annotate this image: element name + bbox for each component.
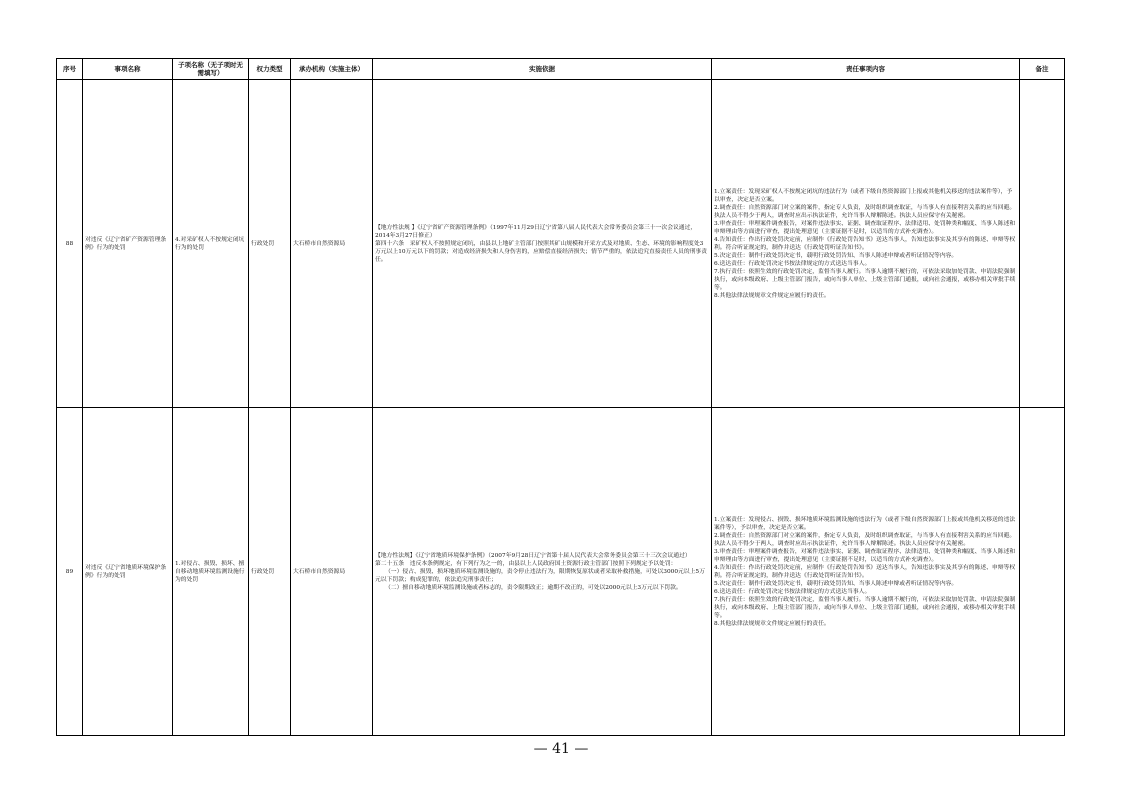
row-serial-number: 89 — [57, 408, 83, 736]
basis-paragraph: （二）擅自移动地质环境监测设施或者标志的，责令限期改正；逾期不改正的，可处以2000元以上3万元以下罚款。 — [385, 584, 682, 591]
table-header-row — [57, 59, 1065, 80]
row-sub-item-name: 4.对采矿权人不按规定闭坑行为的处罚 — [173, 80, 249, 408]
responsibility-item: 8.其他法律法规规章文件规定应履行的责任。 — [714, 620, 830, 627]
header-handling-agency: 承办机构（实施主体） — [291, 59, 373, 80]
basis-paragraph: 【地方性法规 】《辽宁省矿产资源管理条例》（1997年11月29日辽宁省第八届人民代表大会常务委员会第三十一次会议通过，2014年3月27日修正） — [375, 224, 697, 239]
row-legal-basis — [373, 408, 712, 736]
responsibility-item: 4.告知责任：作出行政处罚决定前，应制作《行政处罚告知书》送达当事人，告知违法事实及其享有的陈述、申辩等权利。符合听证规定的，制作并送达《行政处罚听证告知书》。 — [714, 236, 1016, 251]
row-serial-number: 88 — [57, 80, 83, 408]
responsibility-item: 3.审查责任：审理案件调查报告，对案件违法事实、证据、调查取证程序、法律适用、处罚种类和幅度、当事人陈述和申辩理由等方面进行审查，提出处理意见（主要证据不足时，以适当的方式补充调查）。 — [714, 548, 1016, 563]
table-row — [57, 80, 1065, 408]
row-item-name: 对违反《辽宁省矿产资源管理条例》行为的处罚 — [83, 80, 173, 408]
header-item-name: 事项名称 — [83, 59, 173, 80]
row-responsibility-content — [712, 80, 1020, 408]
responsibility-item: 8.其他法律法规规章文件规定应履行的责任。 — [714, 292, 830, 299]
responsibility-item: 6.送达责任：行政处罚决定书按法律规定的方式送达当事人。 — [714, 260, 871, 267]
header-sub-item-name: 子项名称（无子项时无需填写） — [173, 59, 249, 80]
basis-paragraph: 第二十五条 违反本条例规定，有下列行为之一的，由县以上人民政府国土资源行政主管部门按照下列规定予以处罚： — [375, 560, 677, 567]
header-serial-number: 序号 — [57, 59, 83, 80]
row-power-type: 行政处罚 — [249, 408, 291, 736]
header-responsibility-content: 责任事项内容 — [712, 59, 1020, 80]
row-remarks — [1020, 408, 1065, 736]
responsibility-item: 2.调查责任：自然资源部门对立案的案件，指定专人负责，及时组织调查取证，与当事人有直接利害关系的应当回避。执法人员不得少于两人，调查时应出示执法证件，允许当事人辩解陈述。执法人员应保守有关秘密。 — [714, 532, 1016, 547]
power-list-table — [56, 58, 1065, 736]
row-handling-agency: 大石桥市自然资源局 — [291, 408, 373, 736]
responsibility-item: 7.执行责任：依照生效的行政处罚决定，监督当事人履行。当事人逾期不履行的，可依法采取加处罚款、申请法院强制执行，或向本级政府、上级主管部门报告，或向当事人单位、上级主管部门通报，或向社会通报，或移办相关审批手续等。 — [714, 268, 1016, 291]
responsibility-item: 4.告知责任：作出行政处罚决定前，应制作《行政处罚告知书》送达当事人，告知违法事实及其享有的陈述、申辩等权利。符合听证规定的，制作并送达《行政处罚听证告知书》。 — [714, 564, 1016, 579]
responsibility-item: 2.调查责任：自然资源部门对立案的案件，指定专人负责，及时组织调查取证，与当事人有直接利害关系的应当回避。执法人员不得少于两人，调查时应出示执法证件，允许当事人辩解陈述。执法人员应保守有关秘密。 — [714, 204, 1016, 219]
responsibility-item: 5.决定责任：制作行政处罚决定书，载明行政处罚告知、当事人陈述申辩或者听证情况等内容。 — [714, 580, 958, 587]
header-power-type: 权力类型 — [249, 59, 291, 80]
row-power-type: 行政处罚 — [249, 80, 291, 408]
responsibility-item: 5.决定责任：制作行政处罚决定书，载明行政处罚告知、当事人陈述申辩或者听证情况等内容。 — [714, 252, 958, 259]
responsibility-item: 6.送达责任：行政处罚决定书按法律规定的方式送达当事人。 — [714, 588, 871, 595]
table-row — [57, 408, 1065, 736]
row-item-name: 对违反《辽宁省地质环境保护条例》行为的处罚 — [83, 408, 173, 736]
row-handling-agency: 大石桥市自然资源局 — [291, 80, 373, 408]
responsibility-item: 3.审查责任：审理案件调查报告，对案件违法事实、证据、调查取证程序、法律适用、处罚种类和幅度、当事人陈述和申辩理由等方面进行审查，提出处理意见（主要证据不足时，以适当的方式补充调查）。 — [714, 220, 1016, 235]
basis-paragraph: 第四十六条 采矿权人不按照规定闭坑，由县以上地矿主管部门按照其矿山规模和开采方式及对地质、生态、环境的影响程度处3万元以上10万元以下的罚款；对造成经济损失和人身伤害的，应赔偿直接经济损失；情节严重的，依法追究直接责任人员的刑事责任。 — [375, 240, 708, 263]
basis-paragraph: 【地方性法规】《辽宁省地质环境保护条例》（2007年9月28日辽宁省第十届人民代表大会常务委员会第三十三次会议通过） — [375, 552, 691, 559]
page-number: — 41 — — [533, 741, 589, 757]
responsibility-item: 7.执行责任：依照生效的行政处罚决定，监督当事人履行。当事人逾期不履行的，可依法采取加处罚款、申请法院强制执行，或向本级政府、上级主管部门报告，或向当事人单位、上级主管部门通报，或向社会通报，或移办相关审批手续等。 — [714, 596, 1016, 619]
responsibility-item: 1.立案责任：发现采矿权人不按规定闭坑的违法行为（或者下级自然资源部门上报或其他机关移送的违法案件等），予以审查，决定是否立案。 — [714, 188, 1013, 203]
header-remarks: 备注 — [1020, 59, 1065, 80]
row-sub-item-name: 1.对侵占、损毁、损坏、擅自移动地质环境监测设施行为的处罚 — [173, 408, 249, 736]
row-legal-basis — [373, 80, 712, 408]
responsibility-item: 1.立案责任：发现侵占、损毁、损坏地质环境监测设施的违法行为（或者下级自然资源部门上报或其他机关移送的违法案件等），予以审查，决定是否立案。 — [714, 516, 1016, 531]
header-legal-basis: 实施依据 — [373, 59, 712, 80]
row-responsibility-content — [712, 408, 1020, 736]
row-remarks — [1020, 80, 1065, 408]
basis-paragraph: （一）侵占、损毁、损坏地质环境监测设施的，责令停止违法行为，限期恢复原状或者采取补救措施，可处以3000元以上5万元以下罚款；构成犯罪的，依法追究刑事责任； — [375, 568, 705, 583]
